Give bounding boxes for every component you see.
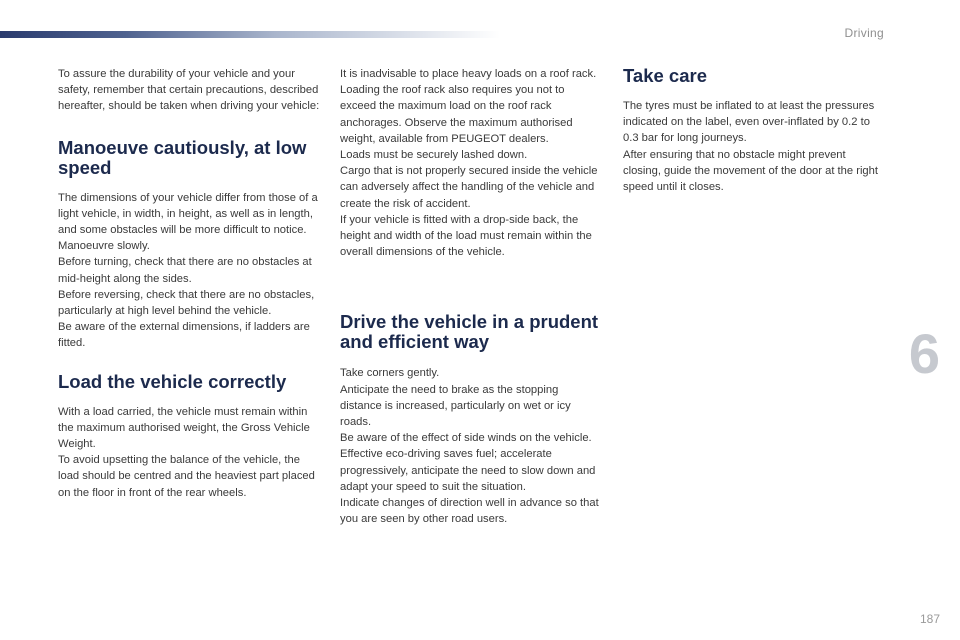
load-paragraph: With a load carried, the vehicle must remain within the maximum authorised weight, the Gross Vehicle Weight. bbox=[58, 405, 310, 451]
column-middle bbox=[340, 66, 602, 527]
intro-paragraph: To assure the durability of your vehicle and your safety, remember that certain precautions, described hereafter, should be taken when driving your vehicle: bbox=[58, 68, 320, 113]
drive-paragraph: Be aware of the effect of side winds on the vehicle. bbox=[340, 432, 592, 445]
drive-paragraph: Effective eco-driving saves fuel; accelerate progressively, anticipate the need to slow down and adapt your speed to suit the situation. bbox=[340, 448, 596, 493]
manoeuvre-paragraph: Manoeuvre slowly. bbox=[58, 240, 150, 253]
heading-manoeuvre: Manoeuve cautiously, at low speed bbox=[58, 136, 307, 178]
care-paragraph: The tyres must be inflated to at least the pressures indicated on the label, even over-inflated by 0.2 to 0.3 bar for long journeys. bbox=[623, 100, 875, 145]
manoeuvre-paragraph: The dimensions of your vehicle differ from those of a light vehicle, in width, in height, as well as in length, and some obstacles will be more difficult to notice. bbox=[58, 191, 318, 237]
manoeuvre-paragraph: Be aware of the external dimensions, if ladders are fitted. bbox=[58, 321, 310, 350]
roof-paragraph: Loads must be securely lashed down. bbox=[340, 149, 528, 162]
drive-paragraph: Indicate changes of direction well in advance so that you are seen by other road users. bbox=[340, 497, 599, 526]
roof-paragraph: Loading the roof rack also requires you not to exceed the maximum load on the roof rack anchorages. Observe the maximum authorised weight, available from PEUGEOT dealers. bbox=[340, 84, 573, 145]
roof-paragraph: Cargo that is not properly secured inside the vehicle can adversely affect the handling of the vehicle and create the risk of accident. bbox=[340, 165, 598, 210]
care-paragraph: After ensuring that no obstacle might prevent closing, guide the movement of the door at the right speed until it closes. bbox=[623, 148, 878, 194]
page-number: 187 bbox=[919, 612, 940, 626]
chapter-number: 6 bbox=[908, 322, 940, 385]
roof-paragraph: It is inadvisable to place heavy loads on a roof rack. bbox=[340, 68, 597, 80]
column-left bbox=[58, 66, 320, 501]
drive-paragraph: Anticipate the need to brake as the stopping distance is increased, particularly on wet or icy roads. bbox=[340, 383, 571, 429]
drive-paragraph: Take corners gently. bbox=[340, 367, 440, 380]
header-gradient-bar bbox=[0, 31, 500, 38]
heading-care: Take care bbox=[623, 65, 707, 86]
manoeuvre-paragraph: Before reversing, check that there are no obstacles, particularly at high level behind the vehicle. bbox=[58, 288, 315, 318]
section-label: Driving bbox=[844, 26, 884, 40]
column-right bbox=[623, 66, 885, 195]
heading-drive: Drive the vehicle in a prudent and efficient way bbox=[340, 311, 599, 353]
manoeuvre-paragraph: Before turning, check that there are no obstacles at mid-height along the sides. bbox=[58, 256, 312, 285]
heading-load: Load the vehicle correctly bbox=[58, 370, 287, 392]
load-paragraph: To avoid upsetting the balance of the vehicle, the load should be centred and the heaviest part placed on the floor in front of the rear wheels. bbox=[58, 454, 315, 499]
roof-paragraph: If your vehicle is fitted with a drop-side back, the height and width of the load must remain within the overall dimensions of the vehicle. bbox=[340, 213, 592, 259]
